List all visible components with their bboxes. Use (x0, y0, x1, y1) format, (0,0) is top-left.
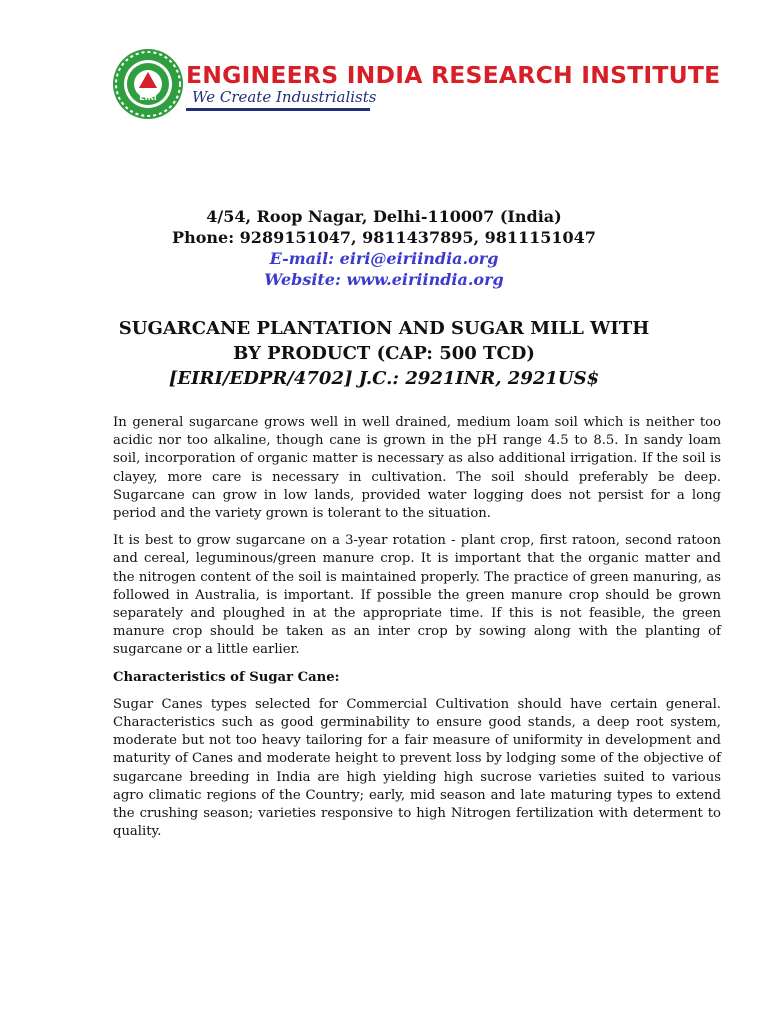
website-link[interactable]: Website: www.eiriindia.org (264, 270, 504, 289)
email-link[interactable]: E-mail: eiri@eiriindia.org (269, 249, 499, 268)
eiri-seal-logo (112, 48, 184, 120)
svg-text:EIRI: EIRI (139, 93, 157, 102)
brand-block (186, 58, 721, 120)
paragraph-characteristics: Sugar Canes types selected for Commercial Cultivation should have certain general. Characteristics such as good germinability to ensure good stands, a deep root system, moderate but not too heavy tailoring for a fair measure of uniformity in development and maturity of Canes and moderate height to prevent loss by lodging some of the objective of sugarcane breeding in India are high yielding high sucrose varieties suited to various agro climatic regions of the Country; early, mid season and late maturing types to extend the crushing season; varieties responsive to high Nitrogen fertilization with determent to quality. (113, 696, 721, 840)
section-heading: Characteristics of Sugar Cane: (113, 669, 340, 685)
address-line: 4/54, Roop Nagar, Delhi-110007 (India) (206, 207, 562, 226)
brand-tagline: We Create Industrialists (192, 88, 377, 106)
contact-block (0, 206, 768, 290)
tagline-underline (186, 108, 370, 111)
brand-name: ENGINEERS INDIA RESEARCH INSTITUTE (186, 61, 721, 89)
document-body (113, 414, 721, 850)
paragraph-soil: In general sugarcane grows well in well drained, medium loam soil which is neither too acidic nor too alkaline, though cane is grown in the pH range 4.5 to 8.5. In sandy loam soil, incorporation of organic matter is necessary as also additional irrigation. If the soil is clayey, more care is necessary in cultivation. The soil should preferably be deep. Sugarcane can grow in low lands, provided water logging does not persist for a long period and the variety grown is tolerant to the situation. (113, 415, 721, 522)
project-code-line: [EIRI/EDPR/4702] J.C.: 2921INR, 2921US$ (168, 368, 600, 389)
document-title (0, 316, 768, 391)
header-logo (112, 44, 721, 124)
title-line-1: SUGARCANE PLANTATION AND SUGAR MILL WITH (118, 318, 650, 339)
title-line-2: BY PRODUCT (CAP: 500 TCD) (233, 343, 535, 364)
phone-line: Phone: 9289151047, 9811437895, 9811151047 (172, 228, 596, 247)
paragraph-rotation: It is best to grow sugarcane on a 3-year rotation - plant crop, first ratoon, second ratoon and cereal, leguminous/green manure crop. It is important that the organic matter and the nitrogen content of the soil is maintained properly. The practice of green manuring, as followed in Australia, is important. If possible the green manure crop should be grown separately and ploughed in at the appropriate time. If this is not feasible, the green manure crop should be taken as an inter crop by sowing along with the planting of sugarcane or a little earlier. (113, 533, 721, 658)
